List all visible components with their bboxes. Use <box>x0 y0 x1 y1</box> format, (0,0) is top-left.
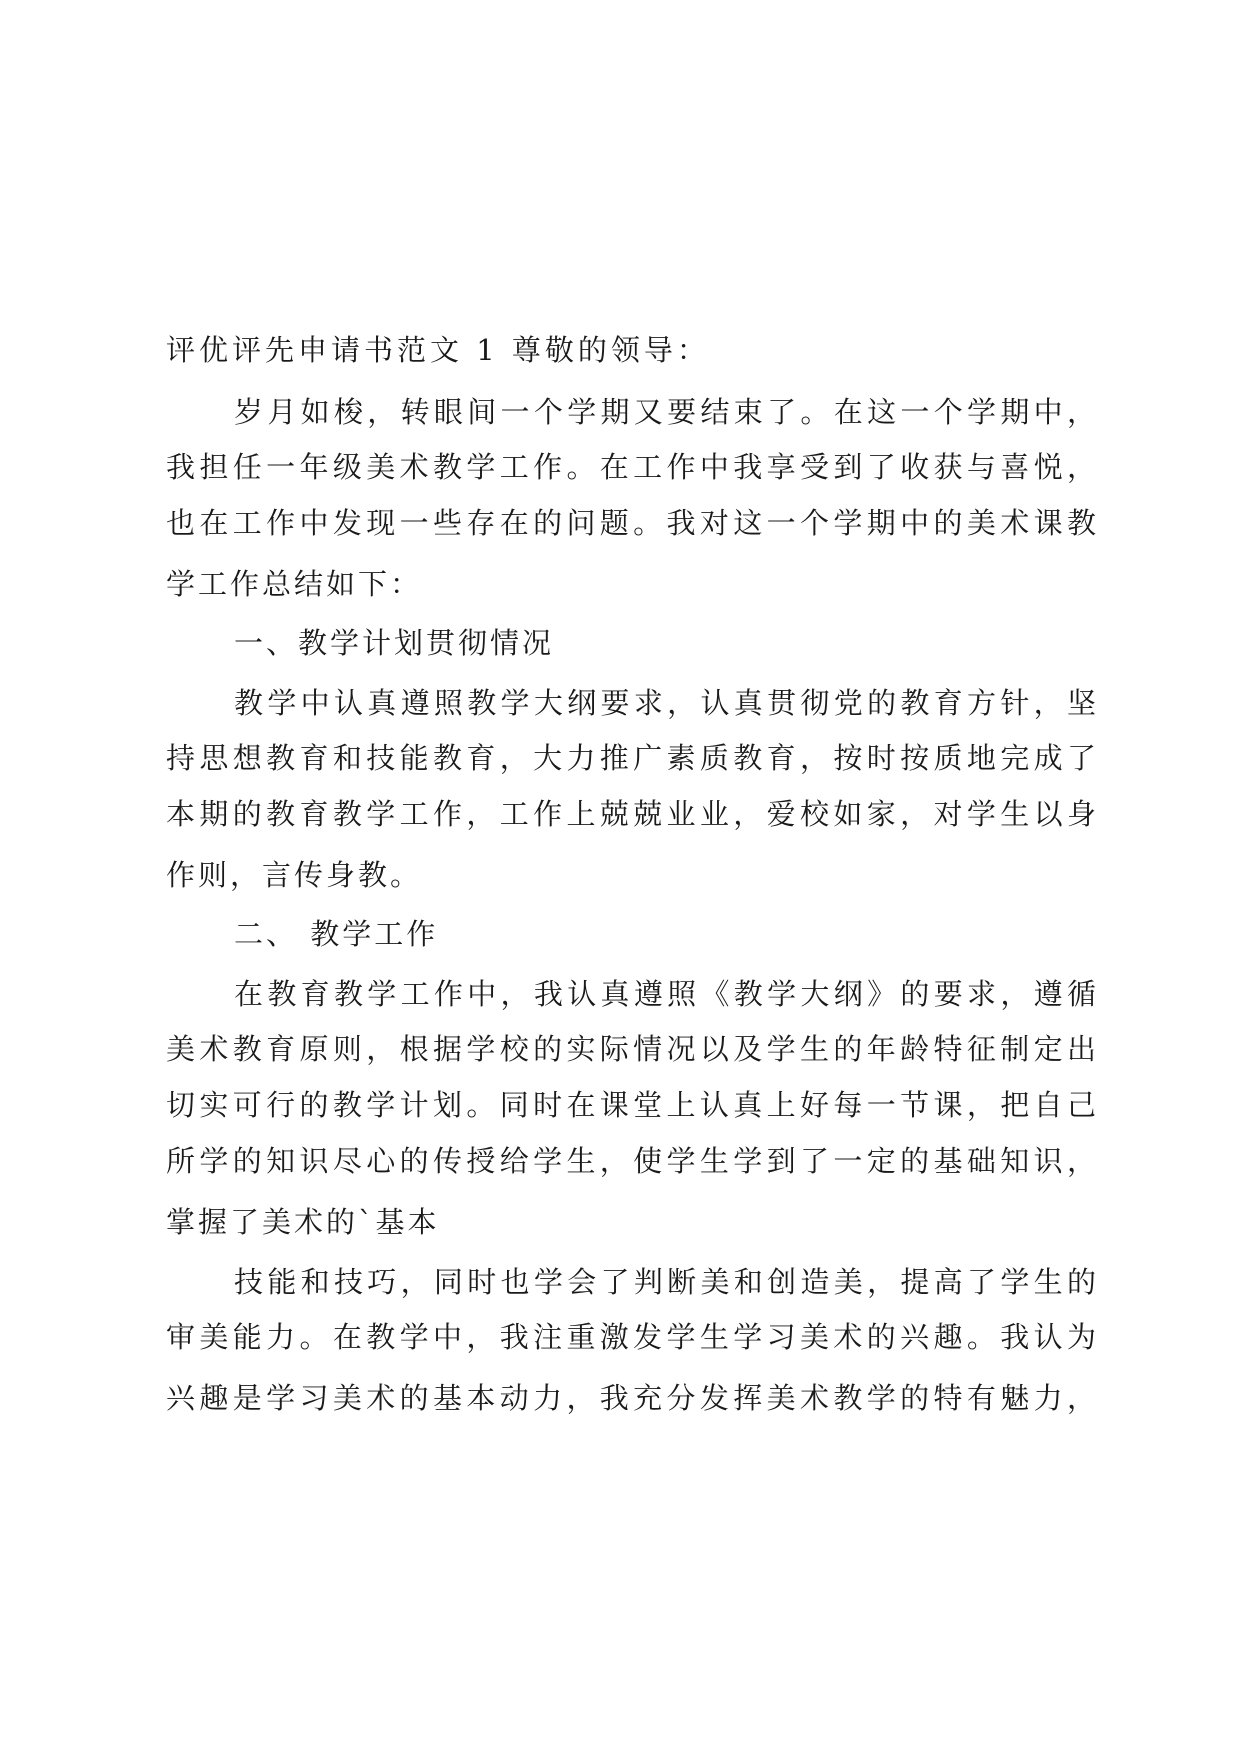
paragraph-line: 审美能力。在教学中，我注重激发学生学习美术的兴趣。我认为 <box>166 1320 1096 1354</box>
paragraph-line: 本期的教育教学工作，工作上兢兢业业，爱校如家，对学生以身 <box>166 797 1096 831</box>
paragraph-line: 兴趣是学习美术的基本动力，我充分发挥美术教学的特有魅力， <box>166 1381 1096 1415</box>
document-title-line: 评优评先申请书范文 1 尊敬的领导： <box>166 333 710 367</box>
paragraph-line: 我担任一年级美术教学工作。在工作中我享受到了收获与喜悦， <box>166 450 1096 484</box>
section-heading: 二、 教学工作 <box>234 917 439 951</box>
paragraph-line: 掌握了美术的`基本 <box>166 1205 440 1239</box>
paragraph-line: 切实可行的教学计划。同时在课堂上认真上好每一节课，把自己 <box>166 1088 1096 1122</box>
paragraph-line: 美术教育原则，根据学校的实际情况以及学生的年龄特征制定出 <box>166 1032 1096 1066</box>
paragraph-line: 技能和技巧，同时也学会了判断美和创造美，提高了学生的 <box>234 1265 1096 1299</box>
paragraph-line: 岁月如梭，转眼间一个学期又要结束了。在这一个学期中， <box>234 395 1096 429</box>
section-heading: 一、教学计划贯彻情况 <box>234 626 555 660</box>
paragraph-line: 教学中认真遵照教学大纲要求，认真贯彻党的教育方针，坚 <box>234 686 1096 720</box>
paragraph-line: 持思想教育和技能教育，大力推广素质教育，按时按质地完成了 <box>166 741 1096 775</box>
paragraph-line: 在教育教学工作中，我认真遵照《教学大纲》的要求，遵循 <box>234 977 1096 1011</box>
paragraph-line: 也在工作中发现一些存在的问题。我对这一个学期中的美术课教 <box>166 506 1096 540</box>
paragraph-line: 所学的知识尽心的传授给学生，使学生学到了一定的基础知识， <box>166 1144 1096 1178</box>
paragraph-line: 作则，言传身教。 <box>166 858 423 892</box>
paragraph-line: 学工作总结如下： <box>166 567 423 601</box>
